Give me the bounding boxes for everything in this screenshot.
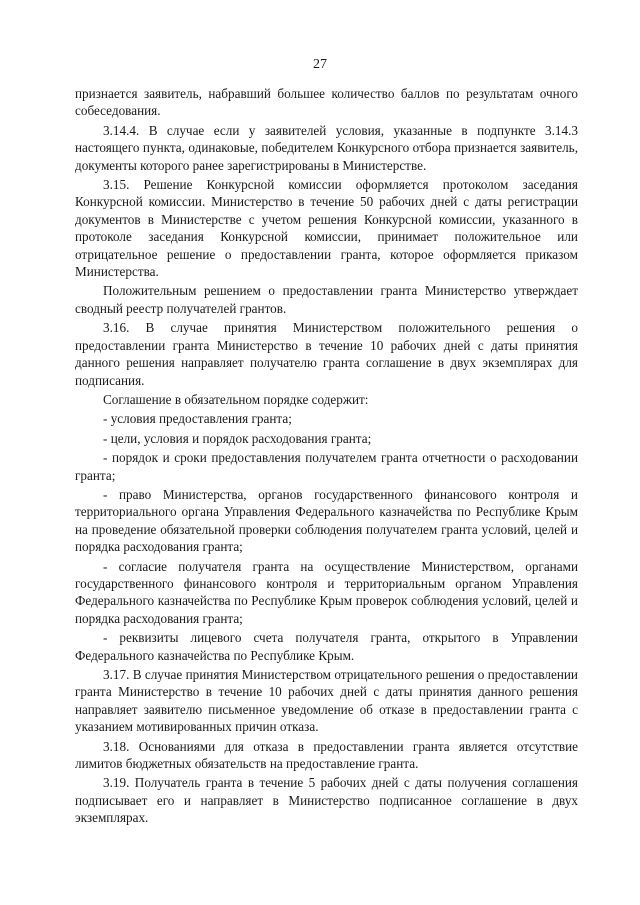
paragraph-3-16: 3.16. В случае принятия Министерством положительного решения о предоставлении гранта Министерство в течение 10 рабочих дней с даты принятия данного решения направляет получателю гранта соглашение в двух экземплярах для подписания.: [75, 320, 578, 388]
paragraph-3-15: 3.15. Решение Конкурсной комиссии оформляется протоколом заседания Конкурсной комиссии. Министерство в течение 50 рабочих дней с даты регистрации документов в Министерстве с учетом решения Конкурсной комиссии, указанного в протоколе заседания Конкурсной комиссии, принимает положительное или отрицательное решение о предоставлении гранта, которое оформляется приказом Министерства.: [75, 177, 578, 280]
paragraph-3-17: 3.17. В случае принятия Министерством отрицательного решения о предоставлении гранта Министерство в течение 10 рабочих дней с даты принятия данного решения направляет заявителю письменное уведомление об отказе в предоставлении гранта с указанием мотивированных причин отказа.: [75, 667, 578, 735]
list-item: - условия предоставления гранта;: [103, 411, 292, 427]
paragraph-positive-decision: Положительным решением о предоставлении гранта Министерство утверждает сводный реестр получателей грантов.: [75, 283, 578, 316]
paragraph-continuation: признается заявитель, набравший большее количество баллов по результатам очного собеседования.: [75, 86, 578, 119]
list-item: - согласие получателя гранта на осуществление Министерством, органами государственного финансового контроля и территориальным органом Управления Федерального казначейства по Республике Крым проверок соблюдения условий, целей и порядка расходования гранта;: [75, 558, 578, 626]
list-item: - цели, условия и порядок расходования гранта;: [103, 430, 372, 446]
document-body: [75, 85, 578, 827]
list-item: - реквизиты лицевого счета получателя гранта, открытого в Управлении Федерального казначейства по Республике Крым.: [75, 630, 578, 663]
paragraph-3-18: 3.18. Основаниями для отказа в предоставлении гранта является отсутствие лимитов бюджетных обязательств на предоставление гранта.: [75, 738, 578, 772]
paragraph-3-14-4: 3.14.4. В случае если у заявителей условия, указанные в подпункте 3.14.3 настоящего пункта, одинаковые, победителем Конкурсного отбора признается заявитель, документы которого ранее зарегистрированы в Министерстве.: [75, 122, 578, 173]
list-item: - порядок и сроки предоставления получателем гранта отчетности о расходовании гранта;: [75, 450, 578, 483]
list-item: - право Министерства, органов государственного финансового контроля и территориального органа Управления Федерального казначейства по Республике Крым на проведение обязательной проверки соблюдения получателем гранта условий, целей и порядка расходования гранта;: [75, 486, 578, 555]
paragraph-agreement-contents: Соглашение в обязательном порядке содержит:: [103, 391, 369, 407]
paragraph-3-19: 3.19. Получатель гранта в течение 5 рабочих дней с даты получения соглашения подписывает его и направляет в Министерство подписанное соглашение в двух экземплярах.: [75, 775, 578, 826]
page-number: 27: [313, 57, 327, 72]
